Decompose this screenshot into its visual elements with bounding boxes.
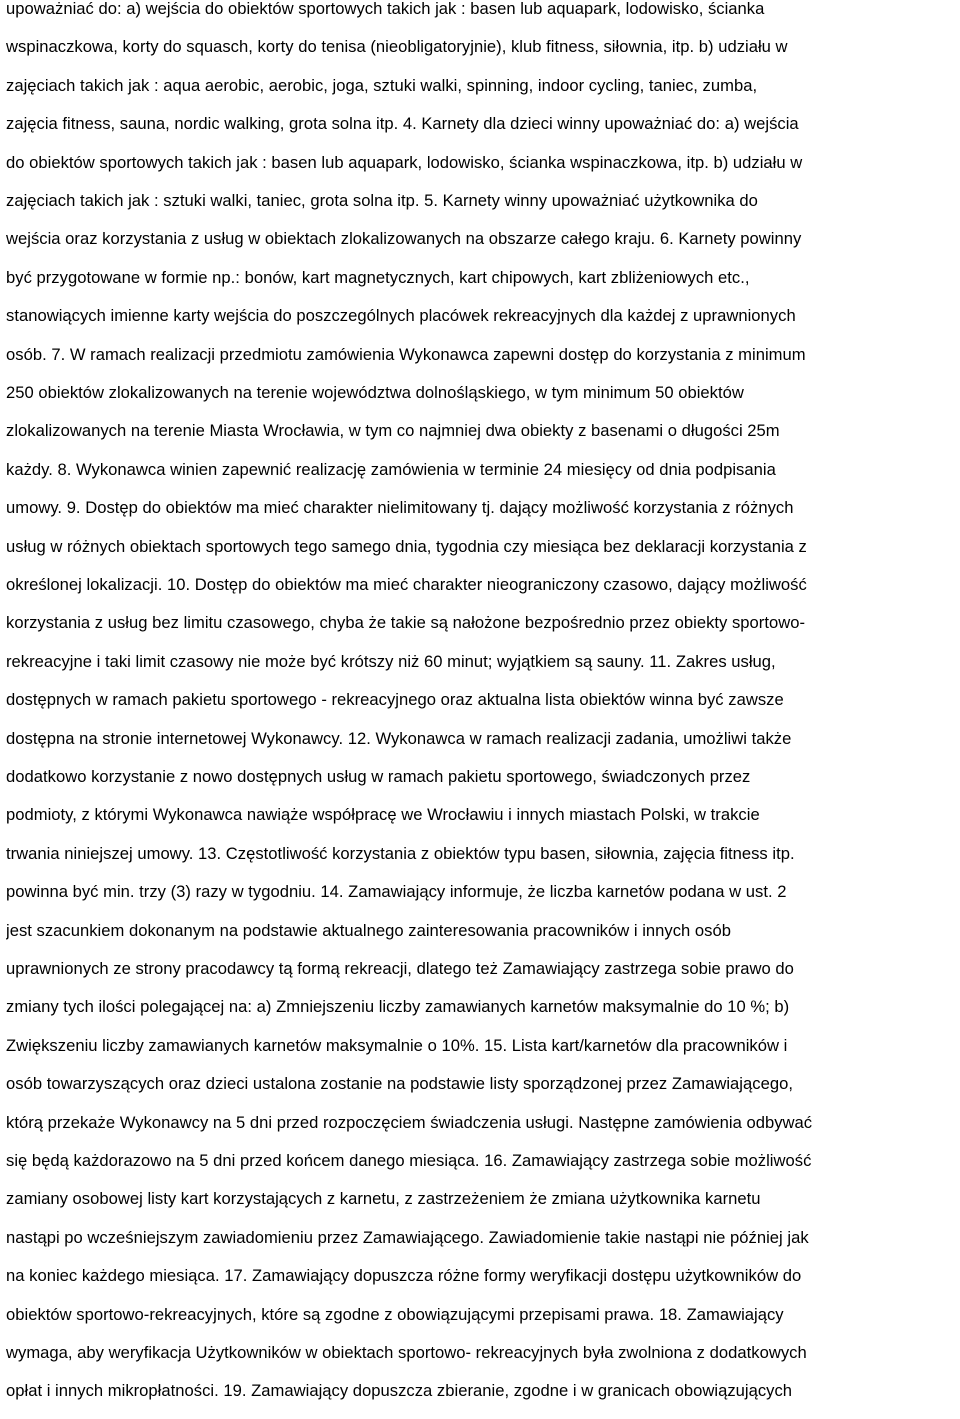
text-line: się będą każdorazowo na 5 dni przed końcem danego miesiąca. 16. Zamawiający zastrzega sobie możliwość <box>6 1151 812 1170</box>
text-line: Zwiększeniu liczby zamawianych karnetów maksymalnie o 10%. 15. Lista kart/karnetów dla pracowników i <box>6 1035 788 1055</box>
text-line: opłat i innych mikropłatności. 19. Zamawiający dopuszcza zbieranie, zgodne i w granicach obowiązujących <box>6 1381 793 1401</box>
text-line: wspinaczkowa, korty do squasch, korty do tenisa (nieobligatoryjnie), klub fitness, siłownia, itp. b) udziału w <box>6 37 788 57</box>
text-line: na koniec każdego miesiąca. 17. Zamawiający dopuszcza różne formy weryfikacji dostępu użytkowników do <box>6 1266 802 1286</box>
text-line: wejścia oraz korzystania z usług w obiektach zlokalizowanych na obszarze całego kraju. 6. Karnety powinny <box>6 229 802 249</box>
text-line: zajęciach takich jak : sztuki walki, taniec, grota solna itp. 5. Karnety winny upoważniać użytkownika do <box>6 191 758 210</box>
text-line: upoważniać do: a) wejścia do obiektów sportowych takich jak : basen lub aquapark, lodowisko, ścianka <box>6 0 765 18</box>
text-line: jest szacunkiem dokonanym na podstawie aktualnego zainteresowania pracowników i innych osób <box>6 920 731 940</box>
text-line: trwania niniejszej umowy. 13. Częstotliwość korzystania z obiektów typu basen, siłownia, zajęcia fitness itp. <box>6 843 795 863</box>
text-line: dostępnych w ramach pakietu sportowego - rekreacyjnego oraz aktualna lista obiektów winna być zawsze <box>6 690 784 710</box>
text-line: rekreacyjne i taki limit czasowy nie może być krótszy niż 60 minut; wyjątkiem są sauny. 11. Zakres usług, <box>6 651 776 671</box>
document-page <box>6 0 958 1419</box>
text-line: zajęciach takich jak : aqua aerobic, aerobic, joga, sztuki walki, spinning, indoor cycling, taniec, zumba, <box>6 75 758 95</box>
text-line: określonej lokalizacji. 10. Dostęp do obiektów ma mieć charakter nieograniczony czasowo, dający możliwość <box>6 575 807 594</box>
text-line: którą przekaże Wykonawcy na 5 dni przed rozpoczęciem świadczenia usługi. Następne zamówienia odbywać <box>6 1112 813 1132</box>
text-line: wymaga, aby weryfikacja Użytkowników w obiektach sportowo- rekreacyjnych była zwolniona z dodatkowych <box>6 1343 807 1362</box>
text-line: umowy. 9. Dostęp do obiektów ma mieć charakter nielimitowany tj. dający możliwość korzystania z różnych <box>6 498 794 518</box>
text-line: powinna być min. trzy (3) razy w tygodniu. 14. Zamawiający informuje, że liczba karnetów podana w ust. 2 <box>6 882 787 902</box>
text-line: zamiany osobowej listy kart korzystających z karnetu, z zastrzeżeniem że zmiana użytkownika karnetu <box>6 1189 761 1209</box>
text-line: zlokalizowanych na terenie Miasta Wrocławia, w tym co najmniej dwa obiekty z basenami o długości 25m <box>6 421 780 441</box>
text-line: uprawnionych ze strony pracodawcy tą formą rekreacji, dlatego też Zamawiający zastrzega sobie prawo do <box>6 959 794 978</box>
text-line: usług w różnych obiektach sportowych tego samego dnia, tygodnia czy miesiąca bez deklaracji korzystania z <box>6 536 807 556</box>
text-line: do obiektów sportowych takich jak : basen lub aquapark, lodowisko, ścianka wspinaczkowa, itp. b) udziału w <box>6 152 803 172</box>
text-line: dostępna na stronie internetowej Wykonawcy. 12. Wykonawca w ramach realizacji zadania, umożliwi także <box>6 728 792 748</box>
text-line: zmiany tych ilości polegającej na: a) Zmniejszeniu liczby zamawianych karnetów maksymalnie do 10 %; b) <box>6 997 790 1017</box>
text-line: zajęcia fitness, sauna, nordic walking, grota solna itp. 4. Karnety dla dzieci winny upoważniać do: a) wejścia <box>6 114 799 134</box>
text-line: 250 obiektów zlokalizowanych na terenie województwa dolnośląskiego, w tym minimum 50 obiektów <box>6 383 744 402</box>
text-line: być przygotowane w formie np.: bonów, kart magnetycznych, kart chipowych, kart zbliżeniowych etc., <box>6 267 750 287</box>
text-line: stanowiących imienne karty wejścia do poszczególnych placówek rekreacyjnych dla każdej z uprawnionych <box>6 306 796 326</box>
text-line: podmioty, z którymi Wykonawca nawiąże współpracę we Wrocławiu i innych miastach Polski, w trakcie <box>6 805 760 825</box>
text-line: obiektów sportowo-rekreacyjnych, które są zgodne z obowiązującymi przepisami prawa. 18. Zamawiający <box>6 1304 784 1324</box>
text-line: dodatkowo korzystanie z nowo dostępnych usług w ramach pakietu sportowego, świadczonych przez <box>6 767 751 786</box>
text-line: korzystania z usług bez limitu czasowego, chyba że takie są nałożone bezpośrednio przez obiekty sportowo- <box>6 613 806 633</box>
text-line: nastąpi po wcześniejszym zawiadomieniu przez Zamawiającego. Zawiadomienie takie nastąpi nie później jak <box>6 1227 809 1247</box>
text-line: każdy. 8. Wykonawca winien zapewnić realizację zamówienia w terminie 24 miesięcy od dnia podpisania <box>6 459 776 479</box>
text-line: osób. 7. W ramach realizacji przedmiotu zamówienia Wykonawca zapewni dostęp do korzystania z minimum <box>6 344 806 364</box>
text-line: osób towarzyszących oraz dzieci ustalona zostanie na podstawie listy sporządzonej przez Zamawiającego, <box>6 1074 793 1094</box>
